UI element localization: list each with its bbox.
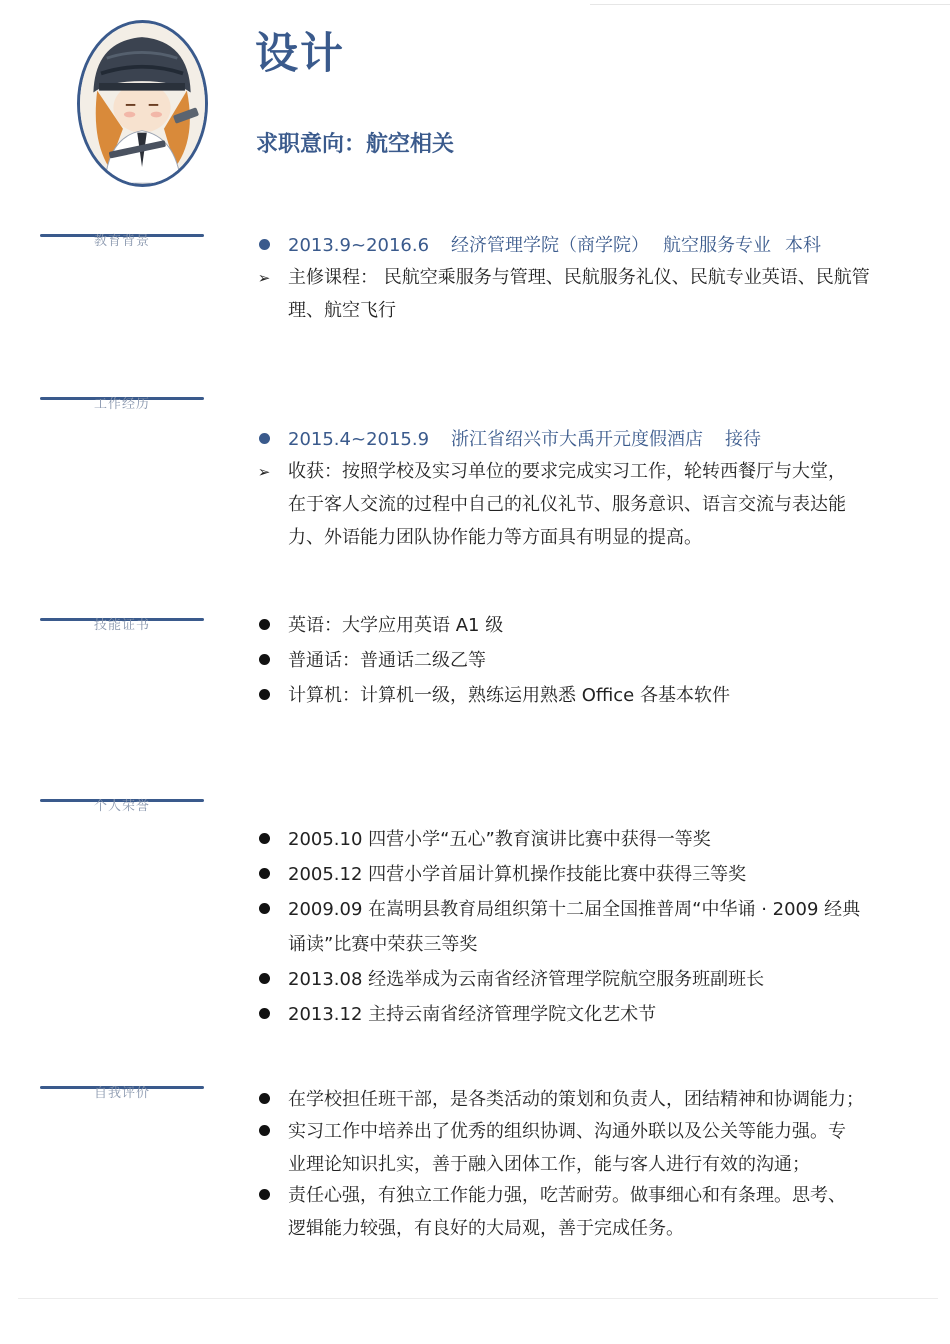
skill-text: 普通话：普通话二级乙等 xyxy=(288,650,486,671)
honor-text: 2013.12 主持云南省经济管理学院文化艺术节 xyxy=(288,1004,657,1025)
bullet-dot-icon xyxy=(259,433,270,444)
bullet-dot-icon xyxy=(259,1008,270,1019)
arrow-bullet-icon: ➢ xyxy=(257,269,271,287)
section-title: 自我评价 xyxy=(94,1086,151,1101)
section-title: 教育背景 xyxy=(94,234,151,249)
self-text: 在学校担任班干部，是各类活动的策划和负责人，团结精神和协调能力； xyxy=(288,1089,864,1110)
honor-text: 2013.08 经选举成为云南省经济管理学院航空服务班副班长 xyxy=(288,969,765,990)
bullet-dot-icon xyxy=(259,1093,270,1104)
honor-text: 诵读”比赛中荣获三等奖 xyxy=(288,934,478,955)
work-company: 浙江省绍兴市大禹开元度假酒店 xyxy=(451,429,704,450)
bullet-dot-icon xyxy=(259,903,270,914)
bullet-dot-icon xyxy=(259,689,270,700)
bullet-dot-icon xyxy=(259,1189,270,1200)
page-edge-top xyxy=(590,4,950,5)
education-major: 航空服务专业 xyxy=(663,235,772,256)
section-label-work xyxy=(40,394,206,416)
bullet-dot-icon xyxy=(259,868,270,879)
self-text: 业理论知识扎实，善于融入团体工作，能与客人进行有效的沟通； xyxy=(288,1154,810,1175)
courses-line: 理、航空飞行 xyxy=(288,300,396,321)
section-label-self xyxy=(40,1083,206,1105)
gain-line: 在于客人交流的过程中自己的礼仪礼节、服务意识、语言交流与表达能 xyxy=(288,494,846,515)
bullet-dot-icon xyxy=(259,973,270,984)
skill-text: 英语：大学应用英语 A1 级 xyxy=(288,615,504,636)
avatar-illustration xyxy=(80,23,205,184)
bullet-dot-icon xyxy=(259,833,270,844)
education-degree: 本科 xyxy=(785,235,822,256)
gain-line: 收获：按照学校及实习单位的要求完成实习工作，轮转西餐厅与大堂， xyxy=(288,461,846,482)
section-title: 个人荣誉 xyxy=(94,799,151,814)
honor-text: 2005.12 四营小学首届计算机操作技能比赛中获得三等奖 xyxy=(288,864,747,885)
work-role: 接待 xyxy=(725,429,762,450)
self-text: 实习工作中培养出了优秀的组织协调、沟通外联以及公关等能力强。专 xyxy=(288,1121,846,1142)
section-label-honors xyxy=(40,796,206,818)
honor-text: 2009.09 在嵩明县教育局组织第十二届全国推普周“中华诵 · 2009 经典 xyxy=(288,899,861,920)
bullet-dot-icon xyxy=(259,654,270,665)
work-date: 2015.4~2015.9 xyxy=(288,429,430,450)
courses-line: 主修课程： 民航空乘服务与管理、民航服务礼仪、民航专业英语、民航管 xyxy=(288,267,870,288)
education-school: 经济管理学院（商学院） xyxy=(451,235,650,256)
bullet-dot-icon xyxy=(259,239,270,250)
section-label-skills xyxy=(40,615,206,637)
self-text: 责任心强，有独立工作能力强，吃苦耐劳。做事细心和有条理。思考、 xyxy=(288,1185,846,1206)
gain-line: 力、外语能力团队协作能力等方面具有明显的提高。 xyxy=(288,527,702,548)
job-objective: 求职意向：航空相关 xyxy=(256,132,455,157)
bullet-dot-icon xyxy=(259,1125,270,1136)
arrow-bullet-icon: ➢ xyxy=(257,463,271,481)
section-label-education xyxy=(40,231,206,253)
avatar xyxy=(77,20,208,187)
self-text: 逻辑能力较强，有良好的大局观，善于完成任务。 xyxy=(288,1218,684,1239)
honor-text: 2005.10 四营小学“五心”教育演讲比赛中获得一等奖 xyxy=(288,829,711,850)
resume-name: 设计 xyxy=(255,29,345,79)
section-title: 工作经历 xyxy=(94,397,151,412)
bullet-dot-icon xyxy=(259,619,270,630)
skill-text: 计算机：计算机一级，熟练运用熟悉 Office 各基本软件 xyxy=(288,685,730,706)
section-title: 技能证书 xyxy=(94,618,151,633)
education-date: 2013.9~2016.6 xyxy=(288,235,430,256)
page-edge-bottom xyxy=(18,1298,938,1299)
